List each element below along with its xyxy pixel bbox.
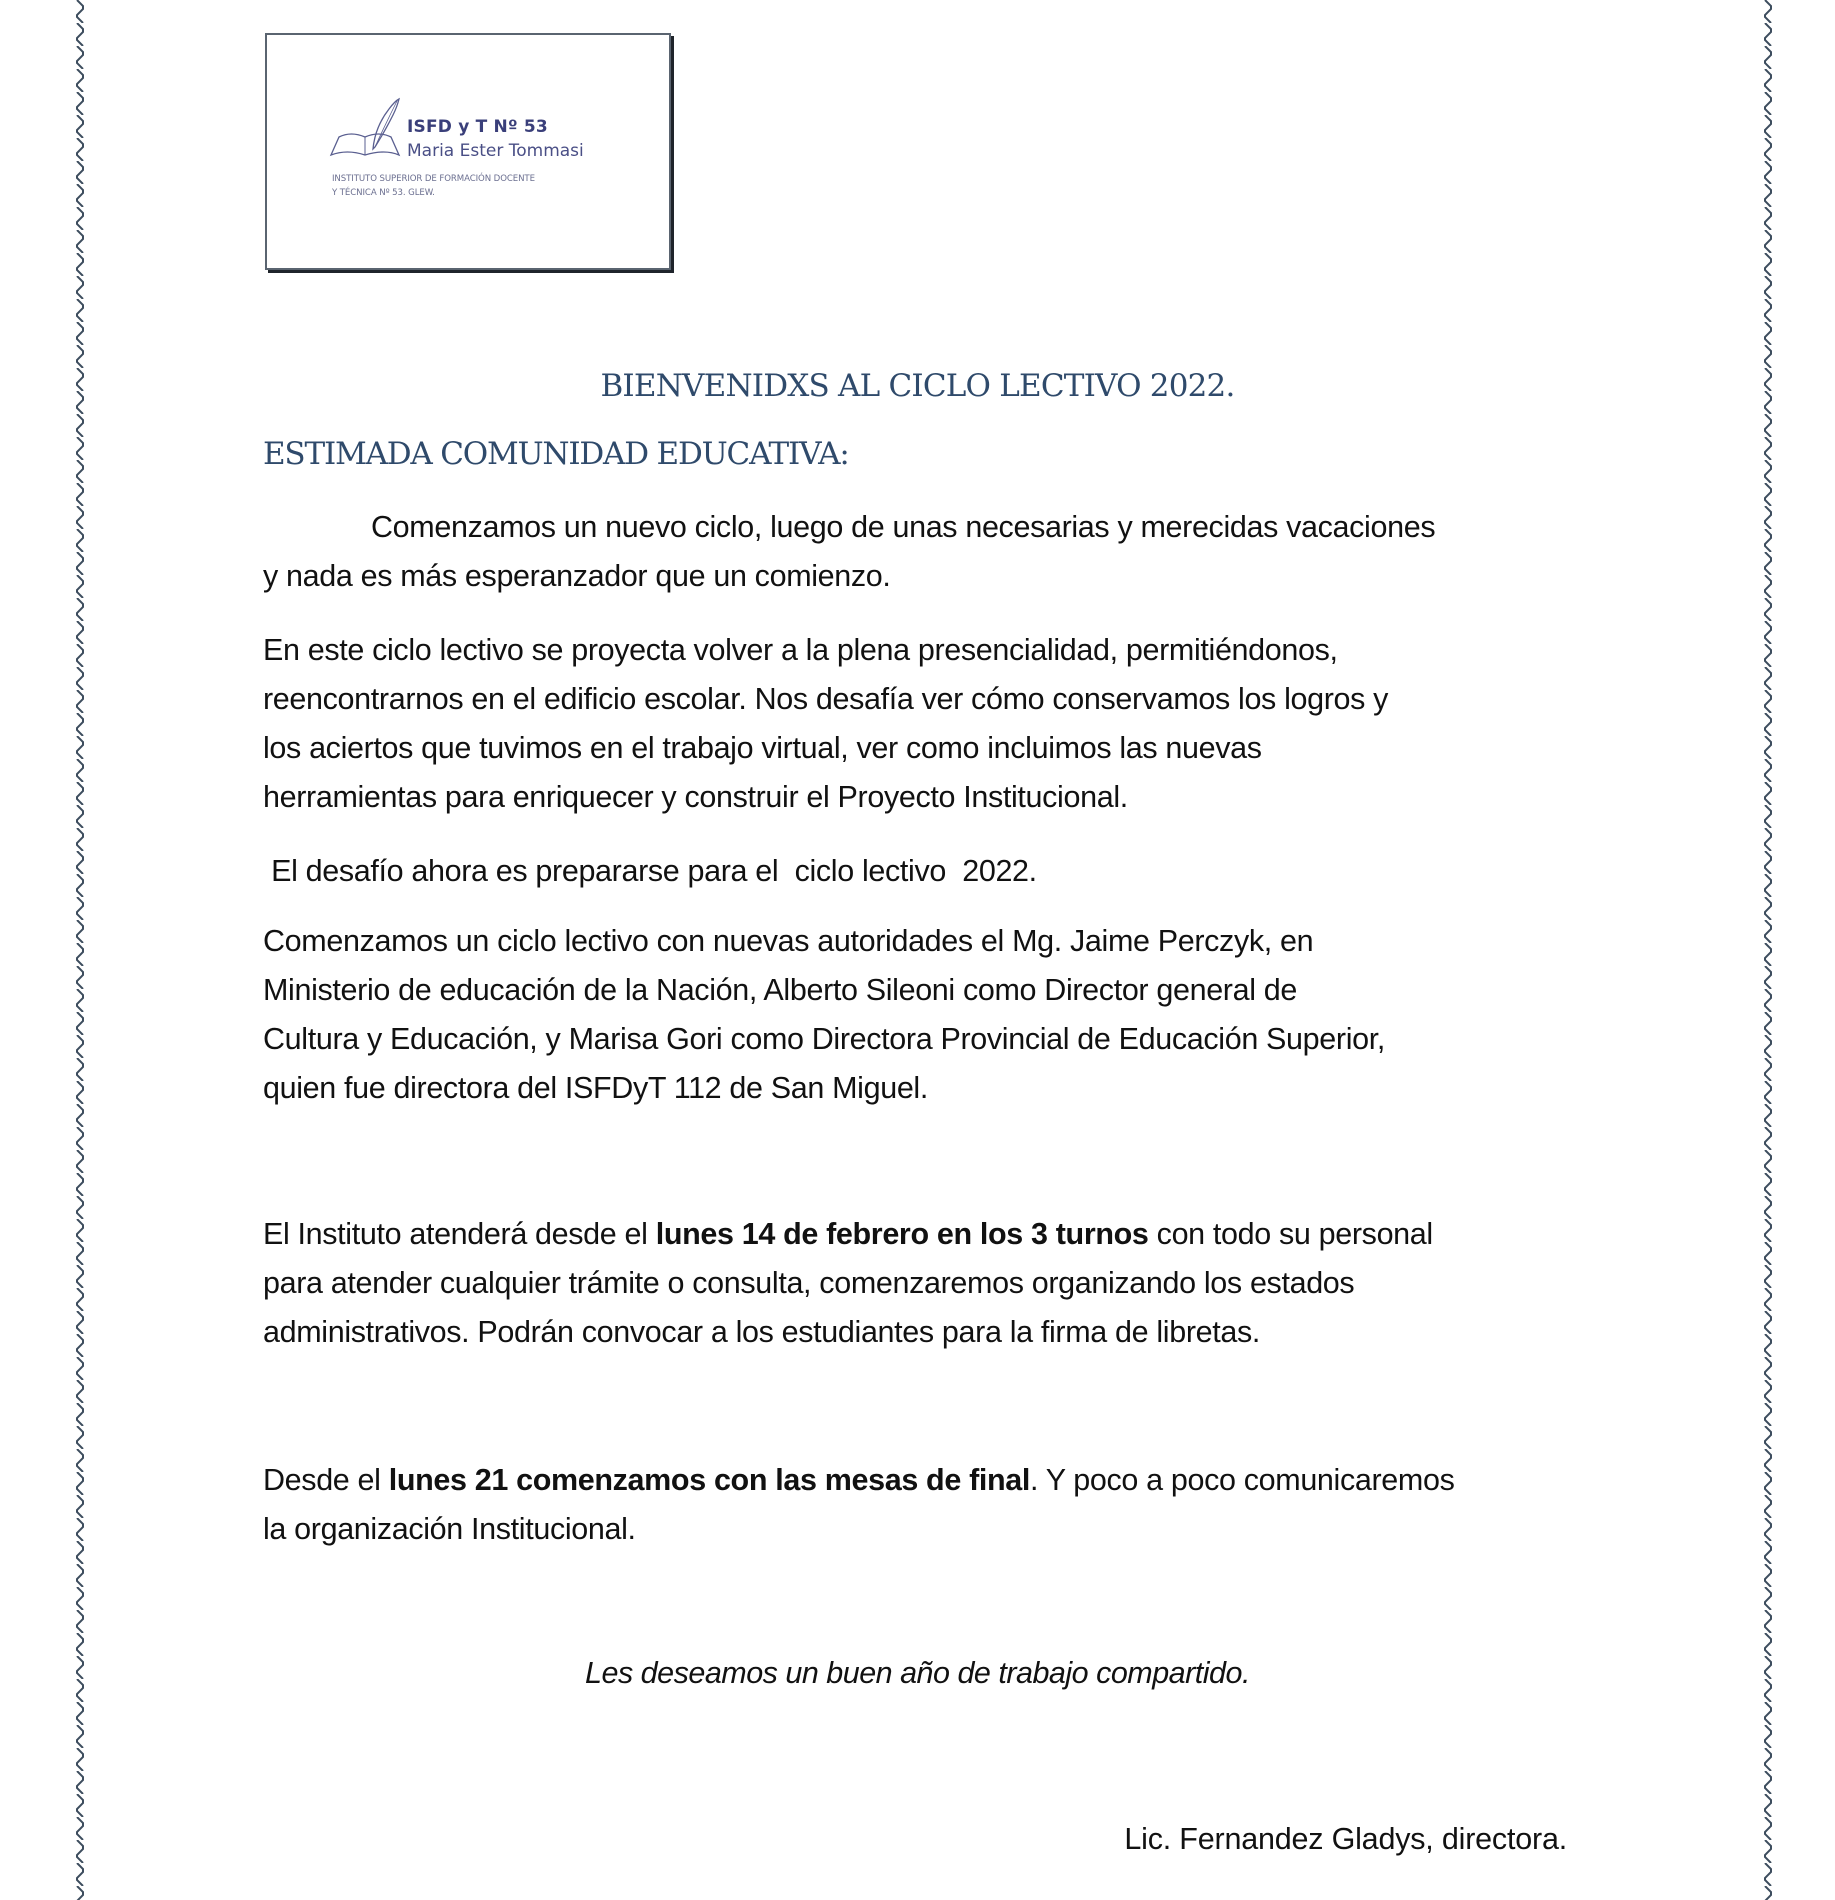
paragraph-opening-hours	[263, 1210, 1593, 1357]
paragraph-line: Comenzamos un nuevo ciclo, luego de unas necesarias y merecidas vacaciones	[371, 510, 1436, 544]
closing-wish: Les deseamos un buen año de trabajo compartido.	[585, 1656, 1250, 1690]
text-run: . Y poco a poco comunicaremos	[1030, 1463, 1455, 1497]
paragraph-line	[263, 1456, 1593, 1505]
paragraph-intro	[263, 503, 1593, 601]
paragraph-line: El desafío ahora es prepararse para el ciclo lectivo 2022.	[263, 854, 1037, 888]
document-title: BIENVENIDXS AL CICLO LECTIVO 2022.	[600, 368, 1235, 404]
paragraph-line: administrativos. Podrán convocar a los estudiantes para la firma de libretas.	[263, 1315, 1261, 1349]
salutation: ESTIMADA COMUNIDAD EDUCATIVA:	[263, 436, 849, 472]
paragraph-line: la organización Institucional.	[263, 1512, 636, 1546]
emphasis-date: lunes 14 de febrero en los 3 turnos	[655, 1217, 1149, 1251]
logo-institution-name: Maria Ester Tommasi	[407, 141, 584, 161]
paragraph-authorities	[263, 917, 1593, 1113]
emphasis-date: lunes 21 comenzamos con las mesas de final	[388, 1463, 1031, 1497]
paragraph-line: En este ciclo lectivo se proyecta volver a la plena presencialidad, permitiéndonos,	[263, 633, 1338, 667]
paragraph-line: los aciertos que tuvimos en el trabajo virtual, ver como incluimos las nuevas	[263, 731, 1262, 765]
paragraph-line	[263, 1210, 1593, 1259]
paragraph-line: Cultura y Educación, y Marisa Gori como Directora Provincial de Educación Superior,	[263, 1022, 1385, 1056]
paragraph-line: quien fue directora del ISFDyT 112 de San Miguel.	[263, 1071, 928, 1105]
paragraph-line: Ministerio de educación de la Nación, Alberto Sileoni como Director general de	[263, 973, 1298, 1007]
book-and-quill-icon	[329, 97, 409, 167]
logo-subtitle-line1: INSTITUTO SUPERIOR DE FORMACIÓN DOCENTE	[332, 174, 535, 184]
paragraph-line: y nada es más esperanzador que un comienzo.	[263, 559, 891, 593]
institution-logo	[265, 33, 671, 270]
signature: Lic. Fernandez Gladys, directora.	[1124, 1822, 1567, 1856]
right-wavy-border	[1761, 0, 1775, 1900]
paragraph-challenge	[263, 847, 1593, 896]
text-run: El Instituto atenderá desde el	[263, 1217, 656, 1251]
paragraph-line: reencontrarnos en el edificio escolar. Nos desafía ver cómo conservamos los logros y	[263, 682, 1389, 716]
paragraph-line: Comenzamos un ciclo lectivo con nuevas autoridades el Mg. Jaime Perczyk, en	[263, 924, 1314, 958]
text-run: Desde el	[263, 1463, 389, 1497]
text-run: con todo su personal	[1148, 1217, 1433, 1251]
logo-subtitle-line2: Y TÉCNICA Nº 53. GLEW.	[332, 188, 435, 198]
paragraph-final-exams	[263, 1456, 1593, 1554]
paragraph-line: para atender cualquier trámite o consulta, comenzaremos organizando los estados	[263, 1266, 1355, 1300]
paragraph-presencialidad	[263, 626, 1593, 822]
left-wavy-border	[73, 0, 87, 1900]
paragraph-line: herramientas para enriquecer y construir el Proyecto Institucional.	[263, 780, 1128, 814]
logo-institution-code: ISFD y T Nº 53	[407, 117, 548, 137]
